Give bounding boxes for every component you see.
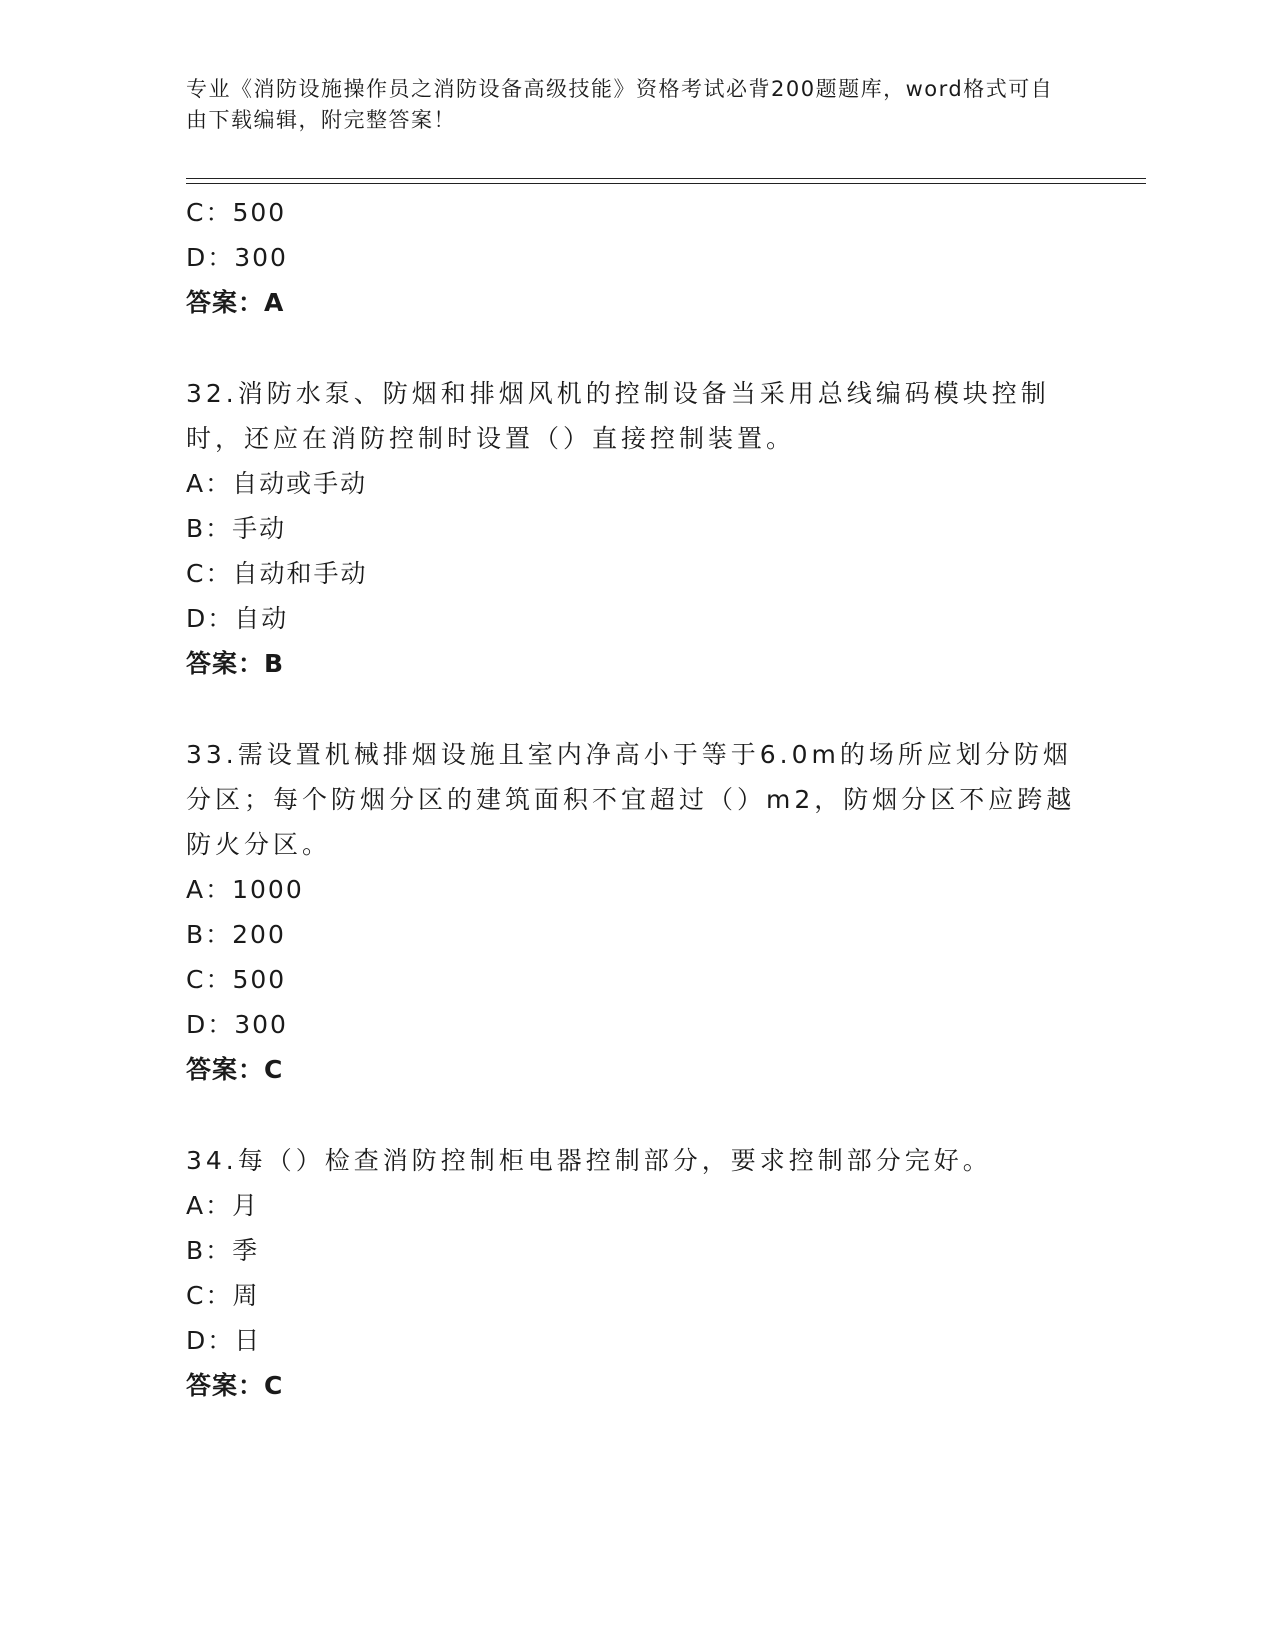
option-c: C：自动和手动	[186, 559, 368, 588]
option-d: D：日	[186, 1326, 262, 1355]
answer-line: 答案：A	[186, 288, 285, 317]
option-c: C：500	[186, 198, 287, 227]
option-d: D：自动	[186, 604, 289, 633]
question-stem: 34.每（）检查消防控制柜电器控制部分，要求控制部分完好。	[186, 1146, 992, 1175]
question-31-tail	[186, 190, 1086, 325]
option-b: B：手动	[186, 514, 287, 543]
header-divider-top	[186, 178, 1146, 179]
option-c: C：周	[186, 1281, 260, 1310]
question-stem: 32.消防水泵、防烟和排烟风机的控制设备当采用总线编码模块控制时，还应在消防控制时设置（）直接控制装置。	[186, 379, 1050, 453]
question-list	[186, 190, 1086, 1408]
option-a: A：1000	[186, 875, 304, 904]
document-header	[186, 74, 1066, 136]
header-title: 专业《消防设施操作员之消防设备高级技能》资格考试必背200题题库，word格式可自由下载编辑，附完整答案！	[186, 77, 1054, 132]
option-b: B：季	[186, 1236, 260, 1265]
question-stem: 33.需设置机械排烟设施且室内净高小于等于6.0m的场所应划分防烟分区；每个防烟分区的建筑面积不宜超过（）m2，防烟分区不应跨越防火分区。	[186, 740, 1076, 859]
option-a: A：自动或手动	[186, 469, 368, 498]
question-33	[186, 732, 1086, 1092]
header-divider-bottom	[186, 183, 1146, 184]
option-c: C：500	[186, 965, 287, 994]
question-34	[186, 1138, 1086, 1408]
option-d: D：300	[186, 243, 288, 272]
answer-line: 答案：B	[186, 649, 285, 678]
answer-line: 答案：C	[186, 1371, 284, 1400]
question-32	[186, 371, 1086, 686]
option-b: B：200	[186, 920, 286, 949]
answer-line: 答案：C	[186, 1055, 284, 1084]
option-d: D：300	[186, 1010, 288, 1039]
option-a: A：月	[186, 1191, 260, 1220]
